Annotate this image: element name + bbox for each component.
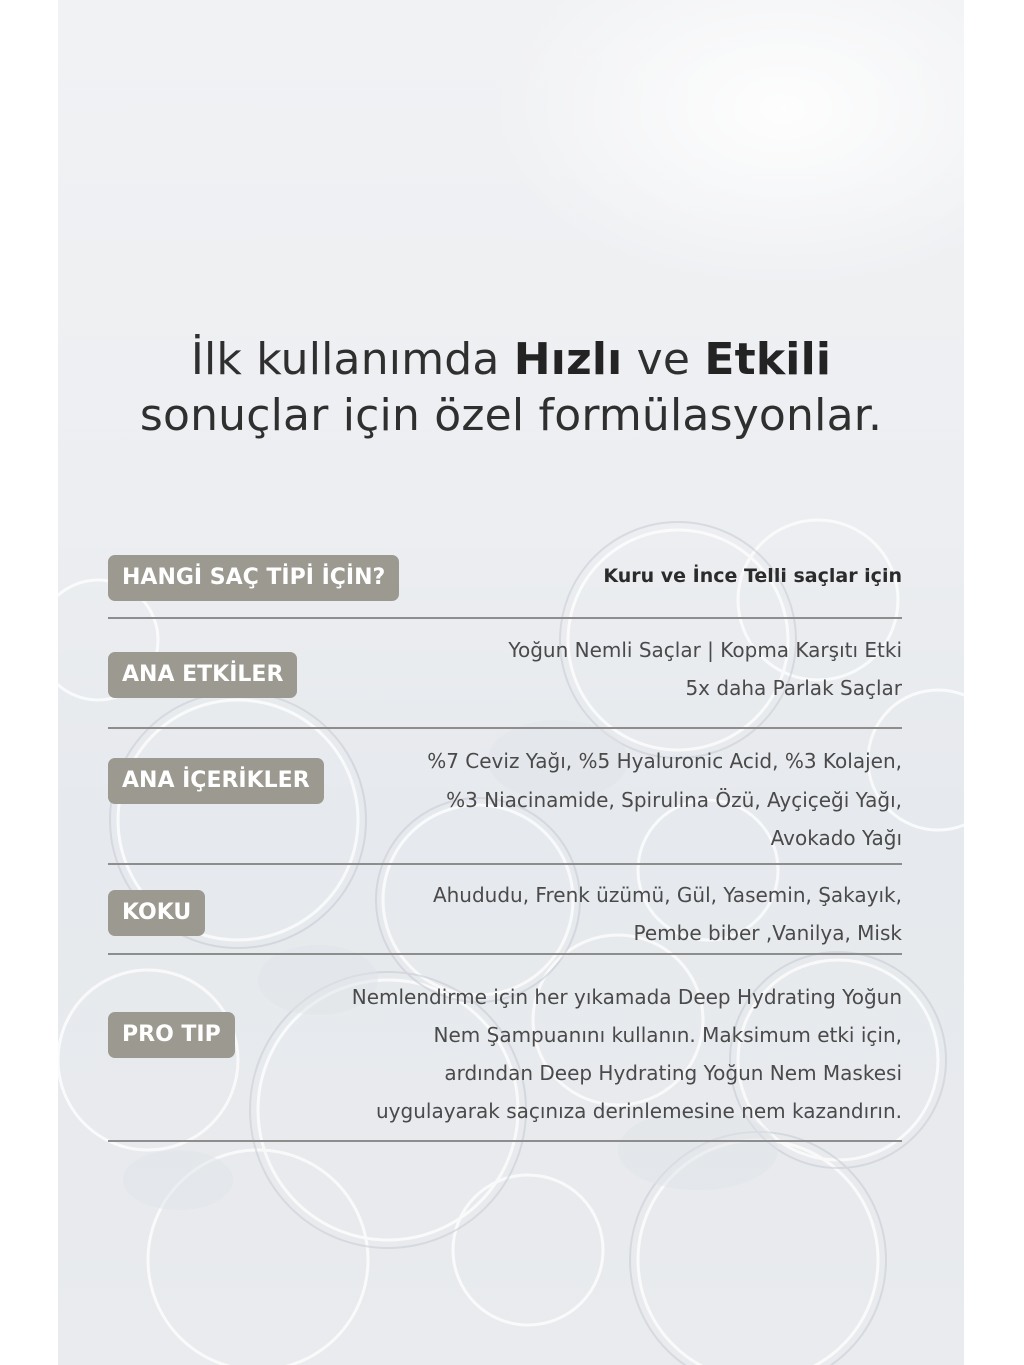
headline-line-2: sonuçlar için özel formülasyonlar. (139, 390, 883, 441)
pro-tip-line-1: Nemlendirme için her yıkamada Deep Hydrating Yoğun (351, 985, 902, 1009)
scent-badge: KOKU (108, 890, 205, 936)
headline-emphasis-fast: Hızlı (513, 334, 623, 385)
product-info-panel (58, 0, 964, 1365)
main-ingredients-line-2: %3 Niacinamide, Spirulina Özü, Ayçiçeği Yağı, (446, 788, 902, 812)
main-ingredients-line-1: %7 Ceviz Yağı, %5 Hyaluronic Acid, %3 Kolajen, (427, 749, 902, 773)
scent-line-1: Ahududu, Frenk üzümü, Gül, Yasemin, Şakayık, (432, 883, 902, 907)
divider (108, 953, 902, 955)
main-effects-badge: ANA ETKİLER (108, 652, 297, 698)
hair-type-value: Kuru ve İnce Telli saçlar için (603, 565, 902, 587)
headline-line-1 (58, 332, 964, 388)
pro-tip-line-3: ardından Deep Hydrating Yoğun Nem Maskesi (444, 1061, 902, 1085)
hair-type-badge: HANGİ SAÇ TİPİ İÇİN? (108, 555, 399, 601)
divider (108, 1140, 902, 1142)
divider (108, 617, 902, 619)
headline (58, 332, 964, 444)
scent-line-2: Pembe biber ,Vanilya, Misk (633, 921, 902, 945)
divider (108, 863, 902, 865)
main-effects-line-1: Yoğun Nemli Saçlar | Kopma Karşıtı Etki (508, 638, 902, 662)
headline-emphasis-effective: Etkili (704, 334, 832, 385)
main-ingredients-line-3: Avokado Yağı (770, 826, 902, 850)
pro-tip-line-2: Nem Şampuanını kullanın. Maksimum etki için, (433, 1023, 902, 1047)
headline-text-2: ve (622, 334, 705, 385)
headline-text-1: İlk kullanımda (190, 334, 514, 385)
main-ingredients-badge: ANA İÇERİKLER (108, 758, 324, 804)
main-effects-line-2: 5x daha Parlak Saçlar (685, 676, 902, 700)
pro-tip-badge: PRO TIP (108, 1012, 235, 1058)
divider (108, 727, 902, 729)
pro-tip-line-4: uygulayarak saçınıza derinlemesine nem kazandırın. (376, 1099, 902, 1123)
